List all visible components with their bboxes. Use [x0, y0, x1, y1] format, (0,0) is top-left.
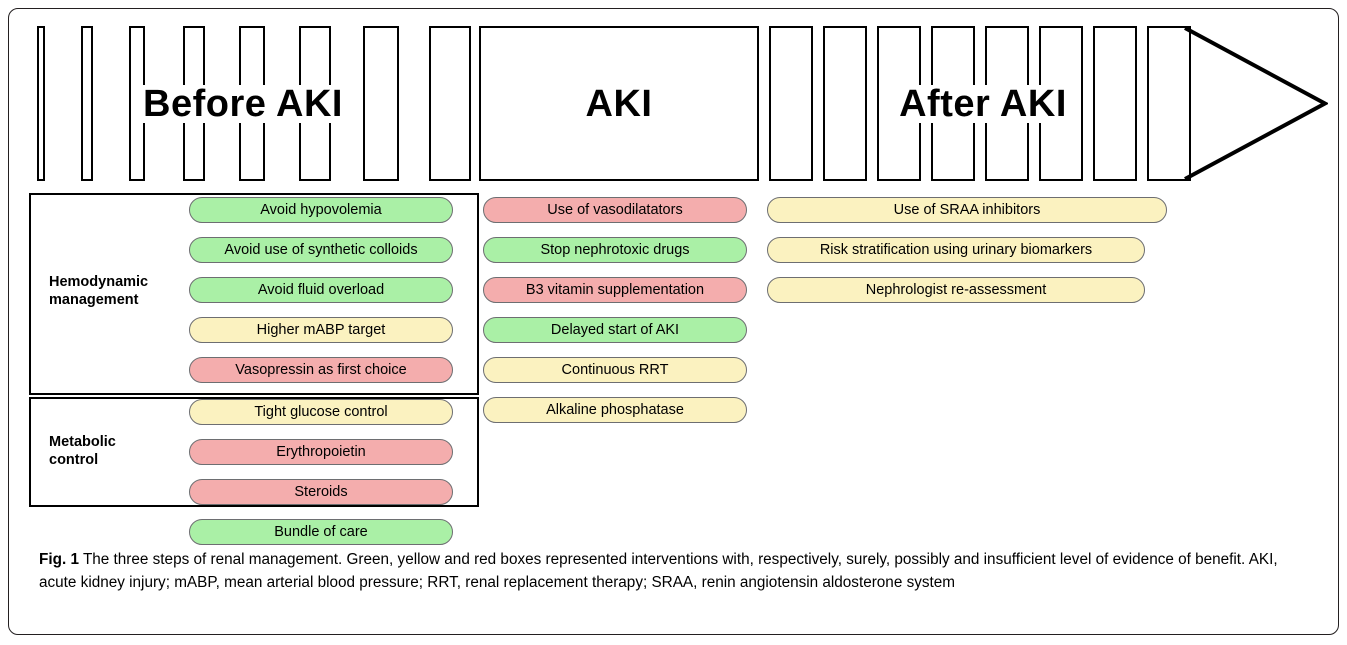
phase-aki-label: AKI: [585, 82, 653, 125]
figure-frame: [8, 8, 1339, 635]
timeline-tick: [81, 26, 93, 181]
intervention-pill[interactable]: Higher mABP target: [189, 317, 453, 343]
arrow-head-icon: [1183, 26, 1328, 181]
timeline-tick: [769, 26, 813, 181]
phase-aki: [479, 26, 759, 181]
timeline-banner: [23, 26, 1328, 181]
intervention-pill[interactable]: Continuous RRT: [483, 357, 747, 383]
timeline-tick: [299, 26, 331, 181]
intervention-pill[interactable]: Delayed start of AKI: [483, 317, 747, 343]
timeline-tick: [429, 26, 471, 181]
group-label-metabolic: Metabolic control: [49, 434, 116, 469]
intervention-pill[interactable]: Alkaline phosphatase: [483, 397, 747, 423]
phase-before-aki-label: Before AKI: [133, 85, 353, 123]
timeline-tick: [183, 26, 205, 181]
intervention-pill[interactable]: Bundle of care: [189, 519, 453, 545]
timeline-tick: [931, 26, 975, 181]
intervention-pill[interactable]: Erythropoietin: [189, 439, 453, 465]
timeline-tick: [239, 26, 265, 181]
figure-caption-label: Fig. 1: [39, 551, 79, 568]
timeline-tick: [823, 26, 867, 181]
intervention-pill[interactable]: Use of vasodilatators: [483, 197, 747, 223]
intervention-pill[interactable]: Vasopressin as first choice: [189, 357, 453, 383]
intervention-pill[interactable]: Avoid fluid overload: [189, 277, 453, 303]
intervention-pill[interactable]: Avoid hypovolemia: [189, 197, 453, 223]
timeline-tick: [129, 26, 145, 181]
phase-after-aki-label: After AKI: [889, 85, 1077, 123]
timeline-tick: [1093, 26, 1137, 181]
intervention-pill[interactable]: Risk stratification using urinary biomarkers: [767, 237, 1145, 263]
figure-caption-text: The three steps of renal management. Green, yellow and red boxes represented interventions with, respectively, surely, possibly and insufficient level of evidence of benefit. AKI, acute kidney injury; mABP, mean arterial blood pressure; RRT, renal replacement therapy; SRAA, renin angiotensin aldosterone system: [39, 551, 1278, 591]
timeline-tick: [363, 26, 399, 181]
intervention-pill[interactable]: B3 vitamin supplementation: [483, 277, 747, 303]
intervention-pill[interactable]: Use of SRAA inhibitors: [767, 197, 1167, 223]
timeline-tick: [37, 26, 45, 181]
intervention-pill[interactable]: Stop nephrotoxic drugs: [483, 237, 747, 263]
timeline-tick: [1039, 26, 1083, 181]
figure-caption: [39, 549, 1309, 595]
timeline-tick: [985, 26, 1029, 181]
intervention-pill[interactable]: Tight glucose control: [189, 399, 453, 425]
intervention-pill[interactable]: Avoid use of synthetic colloids: [189, 237, 453, 263]
group-label-hemodynamic: Hemodynamic management: [49, 274, 149, 309]
intervention-pill[interactable]: Steroids: [189, 479, 453, 505]
timeline-tick: [877, 26, 921, 181]
intervention-pill[interactable]: Nephrologist re-assessment: [767, 277, 1145, 303]
